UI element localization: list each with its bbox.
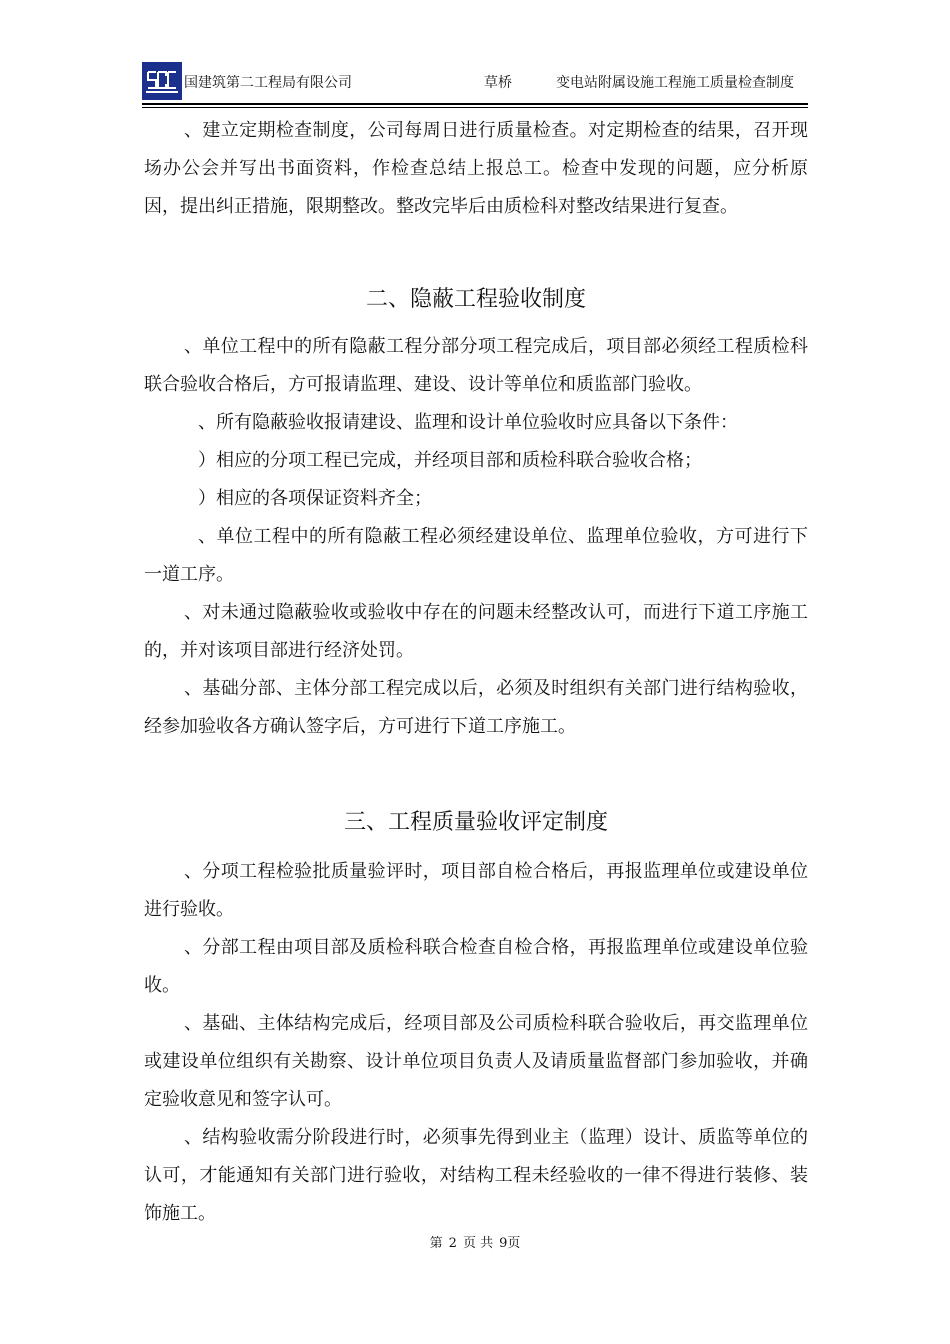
paragraph: ）相应的分项工程已完成，并经项目部和质检科联合验收合格； xyxy=(198,450,702,471)
paragraph: 、对未通过隐蔽验收或验收中存在的问题未经整改认可，而进行下道工序施工的，并对该项目部进行经济处罚。 xyxy=(144,602,808,661)
page-number: 2 xyxy=(448,1236,457,1251)
page-total: 9页 xyxy=(499,1236,521,1251)
document-title: 变电站附属设施工程施工质量检查制度 xyxy=(556,75,794,91)
page-footer xyxy=(0,1232,950,1251)
header-rule-thick xyxy=(142,103,808,105)
company-name: 国建筑第二工程局有限公司 xyxy=(184,75,352,91)
company-logo xyxy=(142,62,182,100)
section-heading: 二、隐蔽工程验收制度 xyxy=(365,287,586,312)
paragraph: ）相应的各项保证资料齐全； xyxy=(198,488,432,509)
page-prefix: 第 xyxy=(429,1236,443,1251)
paragraph: 、基础分部、主体分部工程完成以后，必须及时组织有关部门进行结构验收，经参加验收各方确认签字后，方可进行下道工序施工。 xyxy=(144,678,808,737)
paragraph: 、所有隐蔽验收报请建设、监理和设计单位验收时应具备以下条件： xyxy=(198,412,738,433)
project-location: 草桥 xyxy=(484,75,512,91)
paragraph: 、结构验收需分阶段进行时，必须事先得到业主（监理）设计、质监等单位的认可，才能通知有关部门进行验收，对结构工程未经验收的一律不得进行装修、装饰施工。 xyxy=(144,1127,808,1224)
paragraph: 、基础、主体结构完成后，经项目部及公司质检科联合验收后，再交监理单位或建设单位组织有关勘察、设计单位项目负责人及请质量监督部门参加验收，并确定验收意见和签字认可。 xyxy=(144,1013,808,1110)
page-header xyxy=(142,60,808,102)
section-heading: 三、工程质量验收评定制度 xyxy=(343,810,608,835)
paragraph: 、单位工程中的所有隐蔽工程必须经建设单位、监理单位验收，方可进行下一道工序。 xyxy=(144,526,808,585)
paragraph: 、分项工程检验批质量验评时，项目部自检合格后，再报监理单位或建设单位进行验收。 xyxy=(144,861,808,920)
paragraph: 、分部工程由项目部及质检科联合检查自检合格，再报监理单位或建设单位验收。 xyxy=(144,937,808,996)
page-body xyxy=(144,112,808,1233)
paragraph: 、建立定期检查制度，公司每周日进行质量检查。对定期检查的结果，召开现场办公会并写出书面资料，作检查总结上报总工。检查中发现的问题，应分析原因，提出纠正措施，限期整改。整改完毕后由质检科对整改结果进行复查。 xyxy=(144,120,808,217)
paragraph: 、单位工程中的所有隐蔽工程分部分项工程完成后，项目部必须经工程质检科联合验收合格后，方可报请监理、建设、设计等单位和质监部门验收。 xyxy=(144,336,808,395)
page-mid: 页 共 xyxy=(462,1236,494,1251)
header-rule-thin xyxy=(142,107,808,108)
